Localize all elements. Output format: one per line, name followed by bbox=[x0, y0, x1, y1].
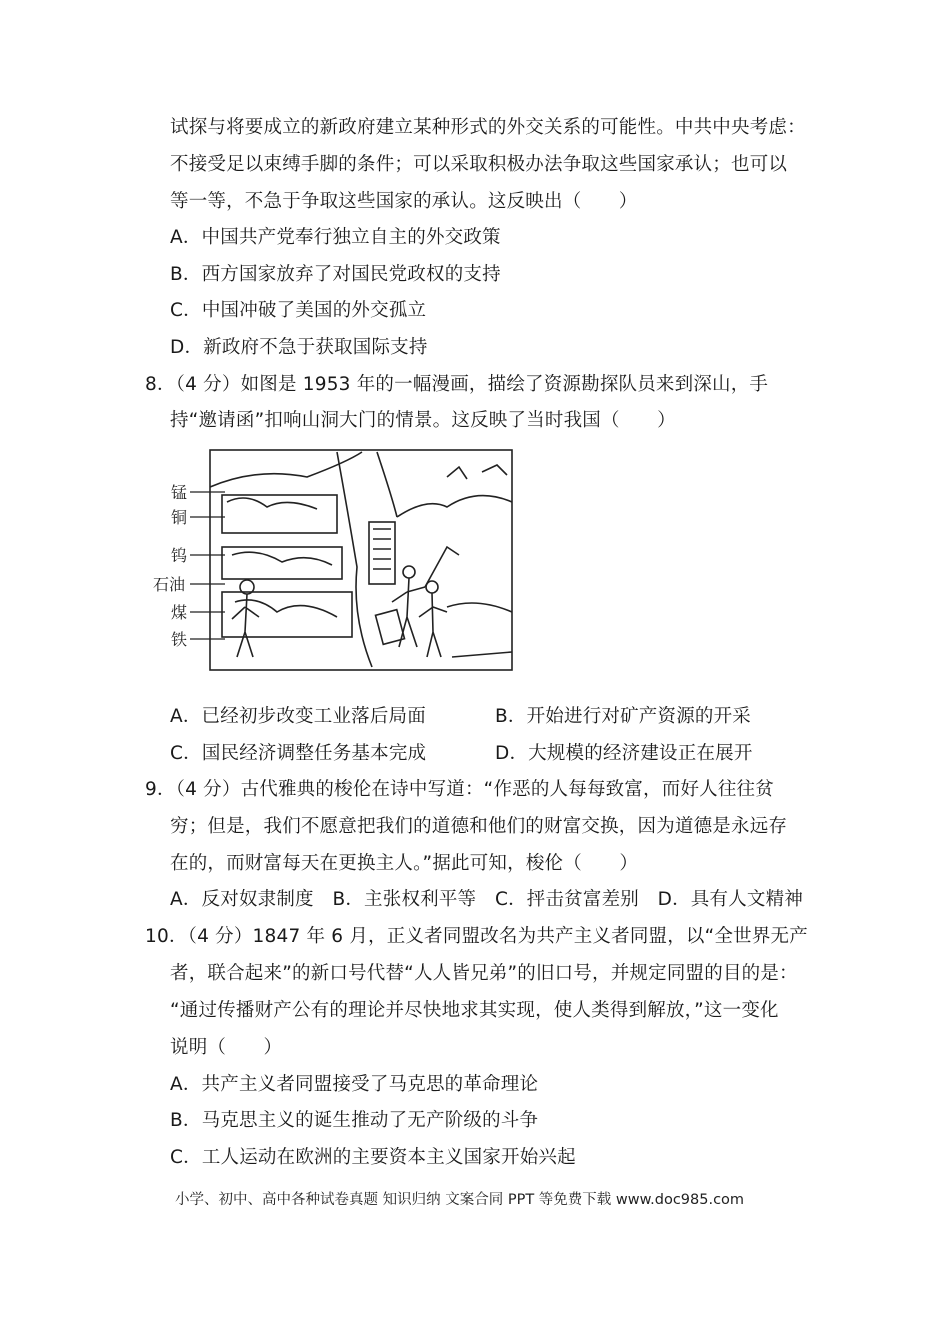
q10-option-c: C．工人运动在欧洲的主要资本主义国家开始兴起 bbox=[170, 1147, 576, 1168]
label-iron: 铁 bbox=[171, 630, 188, 649]
q7-stem-line1: 试探与将要成立的新政府建立某种形式的外交关系的可能性。中共中央考虑： bbox=[170, 117, 806, 138]
q7-stem-line2: 不接受足以束缚手脚的条件；可以采取积极办法争取这些国家承认；也可以 bbox=[170, 154, 788, 175]
q8-option-d: D．大规模的经济建设正在展开 bbox=[495, 743, 753, 764]
label-manganese: 锰 bbox=[171, 483, 188, 502]
label-petroleum: 石油 bbox=[153, 575, 186, 594]
q9-stem-line3: 在的，而财富每天在更换主人。”据此可知，梭伦（ ） bbox=[170, 853, 639, 874]
q9-options: A．反对奴隶制度 B．主张权利平等 C．抨击贫富差别 D．具有人文精神 bbox=[170, 889, 804, 910]
q7-stem-line3: 等一等，不急于争取这些国家的承认。这反映出（ ） bbox=[170, 191, 638, 212]
label-tungsten: 钨 bbox=[171, 546, 188, 565]
q10-option-a: A．共产主义者同盟接受了马克思的革命理论 bbox=[170, 1074, 539, 1095]
q8-stem-line2: 持“邀请函”扣响山洞大门的情景。这反映了当时我国（ ） bbox=[170, 410, 676, 431]
q8-stem-line1: 8．（4 分）如图是 1953 年的一幅漫画，描绘了资源勘探队员来到深山，手 bbox=[145, 374, 769, 395]
q10-stem-line3: “通过传播财产公有的理论并尽快地求其实现，使人类得到解放，”这一变化 bbox=[170, 1000, 779, 1021]
q8-option-a: A．已经初步改变工业落后局面 bbox=[170, 706, 426, 727]
q7-option-d: D．新政府不急于获取国际支持 bbox=[170, 337, 428, 358]
q8-option-b: B．开始进行对矿产资源的开采 bbox=[495, 706, 751, 727]
q8-option-c: C．国民经济调整任务基本完成 bbox=[170, 743, 427, 764]
q10-stem-line2: 者，联合起来”的新口号代替“人人皆兄弟”的旧口号，并规定同盟的目的是： bbox=[170, 963, 798, 984]
cartoon-illustration bbox=[147, 447, 517, 673]
q10-stem-line1: 10．（4 分）1847 年 6 月，正义者同盟改名为共产主义者同盟，以“全世界无产 bbox=[145, 926, 808, 947]
label-copper: 铜 bbox=[171, 508, 188, 527]
q7-option-a: A．中国共产党奉行独立自主的外交政策 bbox=[170, 227, 501, 248]
q10-option-b: B．马克思主义的诞生推动了无产阶级的斗争 bbox=[170, 1110, 539, 1131]
q9-stem-line1: 9．（4 分）古代雅典的梭伦在诗中写道：“作恶的人每每致富，而好人往往贫 bbox=[145, 779, 774, 800]
q9-stem-line2: 穷；但是，我们不愿意把我们的道德和他们的财富交换，因为道德是永远存 bbox=[170, 816, 788, 837]
page-footer: 小学、初中、高中各种试卷真题 知识归纳 文案合同 PPT 等免费下载 www.doc985.com bbox=[175, 1192, 745, 1208]
q10-stem-line4: 说明（ ） bbox=[170, 1037, 283, 1058]
label-coal: 煤 bbox=[171, 603, 188, 622]
q7-option-c: C．中国冲破了美国的外交孤立 bbox=[170, 300, 427, 321]
q7-option-b: B．西方国家放弃了对国民党政权的支持 bbox=[170, 264, 501, 285]
